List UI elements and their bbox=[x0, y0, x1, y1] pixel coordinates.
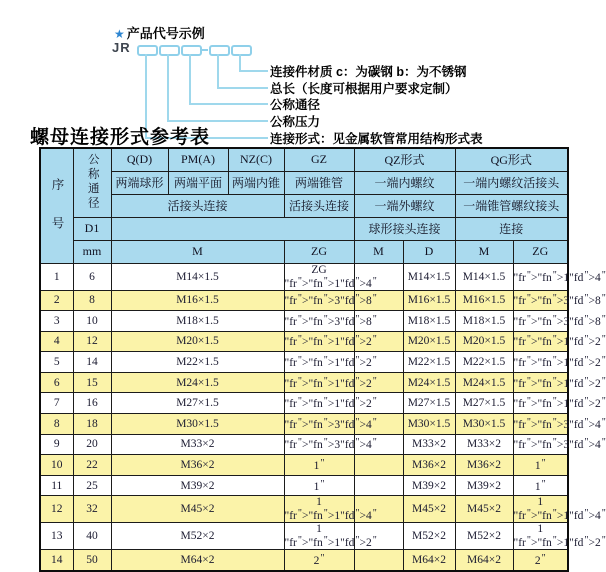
unit-d-qz: D bbox=[403, 240, 455, 263]
cell-seq: 2 bbox=[40, 290, 73, 311]
cell-mm: 6 bbox=[73, 263, 111, 290]
cell-m-thread: M22×1.5 bbox=[111, 352, 284, 373]
cell-seq: 10 bbox=[40, 455, 73, 476]
cell-seq: 3 bbox=[40, 311, 73, 332]
cell-qg-m: M27×1.5 bbox=[455, 393, 513, 414]
cell-gz-zg: "fr">"fn">1"fd" " bbox=[284, 352, 354, 373]
cell-qz-d: M33×2 bbox=[403, 434, 455, 455]
cell-gz-zg: 1 "fr">"fn">1"fd" " bbox=[284, 496, 377, 523]
cell-qz-m bbox=[354, 455, 403, 476]
table-row bbox=[40, 290, 568, 311]
cell-qz-d: M27×1.5 bbox=[403, 393, 455, 414]
cell-qz-d: M30×1.5 bbox=[403, 414, 455, 435]
col-q-header: Q(D) bbox=[111, 148, 168, 171]
code-label-length: 总长（长度可根据用户要求定制） bbox=[270, 82, 458, 96]
d1-header: D1 bbox=[73, 217, 111, 240]
table-row bbox=[40, 475, 568, 496]
cell-qg-m: M52×2 bbox=[455, 523, 513, 550]
gz-desc: 两端锥管 bbox=[284, 171, 354, 194]
qg-desc: 一端内螺纹活接头 bbox=[455, 171, 568, 194]
cell-gz-zg: 1" bbox=[284, 455, 354, 476]
table-row bbox=[40, 352, 568, 373]
gz-connection: 活接头连接 bbox=[284, 194, 354, 217]
col-gz-header: GZ bbox=[284, 148, 354, 171]
cell-seq: 1 bbox=[40, 263, 73, 290]
cell-qz-d: M36×2 bbox=[403, 455, 455, 476]
cell-qg-zg: "fr">"fn">1"fd">2" bbox=[513, 352, 568, 373]
nz-desc: 两端内锥 bbox=[228, 171, 284, 194]
d1-spacer bbox=[111, 217, 354, 240]
cell-qg-zg: "fr">"fn">1"fd">2" bbox=[513, 331, 568, 352]
cell-qz-d: M45×2 bbox=[403, 496, 455, 523]
header-row-3 bbox=[40, 194, 568, 217]
qz-join: 球形接头连接 bbox=[354, 217, 455, 240]
cell-gz-zg: "fr">"fn">1"fd" " bbox=[284, 331, 354, 352]
code-label-material: 连接件材质 c：为碳钢 b：为不锈钢 bbox=[270, 65, 467, 79]
cell-qg-m: M33×2 bbox=[455, 434, 513, 455]
cell-m-thread: M52×2 bbox=[111, 523, 284, 550]
cell-m-thread: M14×1.5 bbox=[111, 263, 284, 290]
cell-seq: 8 bbox=[40, 414, 73, 435]
cell-seq: 9 bbox=[40, 434, 73, 455]
cell-qg-zg: "fr">"fn">1"fd">2" bbox=[513, 372, 568, 393]
col-qg-header: QG形式 bbox=[455, 148, 568, 171]
table-row bbox=[40, 434, 568, 455]
cell-seq: 11 bbox=[40, 475, 73, 496]
cell-gz-zg: "fr">"fn">3"fd" " bbox=[284, 414, 354, 435]
cell-m-thread: M16×1.5 bbox=[111, 290, 284, 311]
product-code-heading-text: 产品代号示例 bbox=[126, 26, 205, 41]
header-row-2 bbox=[40, 171, 568, 194]
cell-gz-zg: 1 "fr">"fn">1"fd" " bbox=[284, 523, 377, 550]
unit-zg-qg: ZG bbox=[513, 240, 568, 263]
cell-m-thread: M39×2 bbox=[111, 475, 284, 496]
unit-mm: mm bbox=[73, 240, 111, 263]
cell-seq: 5 bbox=[40, 352, 73, 373]
cell-m-thread: M20×1.5 bbox=[111, 331, 284, 352]
col-nz-header: NZ(C) bbox=[228, 148, 284, 171]
cell-qg-zg: "fr">"fn">3"fd">4" bbox=[513, 434, 568, 455]
cell-mm: 20 bbox=[73, 434, 111, 455]
code-label-diameter: 公称通径 bbox=[270, 98, 321, 112]
cell-gz-zg: "fr">"fn">3"fd" " bbox=[284, 434, 354, 455]
table-row bbox=[40, 455, 568, 476]
cell-qg-zg: "fr">"fn">3"fd">8" bbox=[513, 290, 568, 311]
code-label-connection: 连接形式：见金属软管常用结构形式表 bbox=[270, 132, 483, 146]
cell-qg-m: M36×2 bbox=[455, 455, 513, 476]
col-qz-header: QZ形式 bbox=[354, 148, 455, 171]
cell-qg-m: M14×1.5 bbox=[455, 263, 513, 290]
cell-m-thread: M30×1.5 bbox=[111, 414, 284, 435]
cell-qg-zg: 1 "fr">"fn">1"fd">4" bbox=[513, 496, 606, 523]
nut-connection-table bbox=[39, 147, 606, 572]
cell-qz-d: M52×2 bbox=[403, 523, 455, 550]
table-row bbox=[40, 496, 568, 523]
cell-m-thread: M64×2 bbox=[111, 550, 284, 571]
cell-gz-zg: "fr">"fn">1"fd" " bbox=[284, 372, 354, 393]
cell-mm: 8 bbox=[73, 290, 111, 311]
cell-gz-zg: "fr">"fn">3"fd" " bbox=[284, 311, 354, 332]
table-row bbox=[40, 414, 568, 435]
cell-qz-d: M64×2 bbox=[403, 550, 455, 571]
cell-seq: 12 bbox=[40, 496, 73, 523]
cell-qz-d: M20×1.5 bbox=[403, 331, 455, 352]
qz-connection: 一端外螺纹 bbox=[354, 194, 455, 217]
cell-qg-m: M24×1.5 bbox=[455, 372, 513, 393]
cell-qg-zg: "fr">"fn">3"fd">8" bbox=[513, 311, 568, 332]
cell-qg-zg: 1" bbox=[513, 475, 568, 496]
star-icon: ★ bbox=[114, 27, 125, 41]
table-row bbox=[40, 393, 568, 414]
cell-mm: 12 bbox=[73, 331, 111, 352]
qpmnz-connection: 活接头连接 bbox=[111, 194, 284, 217]
cell-m-thread: M36×2 bbox=[111, 455, 284, 476]
q-desc: 两端球形 bbox=[111, 171, 168, 194]
cell-mm: 16 bbox=[73, 393, 111, 414]
cell-qz-d: M16×1.5 bbox=[403, 290, 455, 311]
cell-mm: 18 bbox=[73, 414, 111, 435]
header-row-4 bbox=[40, 217, 568, 240]
code-prefix: JR bbox=[112, 40, 131, 55]
pm-desc: 两端平面 bbox=[168, 171, 228, 194]
unit-m-qz: M bbox=[354, 240, 403, 263]
table-row bbox=[40, 523, 568, 550]
cell-qz-d: M24×1.5 bbox=[403, 372, 455, 393]
table-row bbox=[40, 331, 568, 352]
cell-seq: 14 bbox=[40, 550, 73, 571]
cell-seq: 13 bbox=[40, 523, 73, 550]
cell-qz-d: M39×2 bbox=[403, 475, 455, 496]
cell-mm: 50 bbox=[73, 550, 111, 571]
unit-m-qg: M bbox=[455, 240, 513, 263]
cell-m-thread: M24×1.5 bbox=[111, 372, 284, 393]
table-header bbox=[40, 148, 568, 263]
cell-mm: 32 bbox=[73, 496, 111, 523]
cell-qg-zg: 1 "fr">"fn">1"fd">2" bbox=[513, 523, 606, 550]
cell-mm: 14 bbox=[73, 352, 111, 373]
qg-connection: 一端锥管螺纹接头 bbox=[455, 194, 568, 217]
cell-qg-zg: "fr">"fn">1"fd">2" bbox=[513, 393, 568, 414]
qz-desc: 一端内螺纹 bbox=[354, 171, 455, 194]
cell-qg-m: M20×1.5 bbox=[455, 331, 513, 352]
cell-gz-zg: 1" bbox=[284, 475, 354, 496]
cell-m-thread: M33×2 bbox=[111, 434, 284, 455]
unit-zg-gz: ZG bbox=[284, 240, 354, 263]
header-row-1 bbox=[40, 148, 568, 171]
cell-gz-zg: ZG "fr">"fn">1"fd" " bbox=[284, 263, 377, 290]
cell-qz-m bbox=[354, 550, 403, 571]
col-pm-header: PM(A) bbox=[168, 148, 228, 171]
table-row bbox=[40, 263, 568, 290]
cell-qg-m: M22×1.5 bbox=[455, 352, 513, 373]
table-row bbox=[40, 311, 568, 332]
cell-m-thread: M45×2 bbox=[111, 496, 284, 523]
cell-seq: 7 bbox=[40, 393, 73, 414]
code-dash bbox=[202, 49, 208, 51]
cell-qg-m: M39×2 bbox=[455, 475, 513, 496]
cell-gz-zg: "fr">"fn">1"fd" " bbox=[284, 393, 354, 414]
cell-qz-d: M22×1.5 bbox=[403, 352, 455, 373]
cell-qz-m bbox=[354, 475, 403, 496]
cell-m-thread: M27×1.5 bbox=[111, 393, 284, 414]
header-row-5 bbox=[40, 240, 568, 263]
cell-mm: 10 bbox=[73, 311, 111, 332]
qg-join: 连接 bbox=[455, 217, 568, 240]
cell-qg-m: M18×1.5 bbox=[455, 311, 513, 332]
table-row bbox=[40, 372, 568, 393]
cell-qz-d: M18×1.5 bbox=[403, 311, 455, 332]
table-row bbox=[40, 550, 568, 571]
cell-qg-m: M64×2 bbox=[455, 550, 513, 571]
cell-gz-zg: "fr">"fn">3"fd" " bbox=[284, 290, 354, 311]
table-title: 螺母连接形式参考表 bbox=[30, 127, 211, 148]
cell-qz-d: M14×1.5 bbox=[403, 263, 455, 290]
cell-qg-m: M30×1.5 bbox=[455, 414, 513, 435]
table-body bbox=[40, 263, 606, 571]
cell-mm: 25 bbox=[73, 475, 111, 496]
unit-m-q: M bbox=[111, 240, 284, 263]
cell-qg-zg: 2" bbox=[513, 550, 568, 571]
cell-qg-m: M45×2 bbox=[455, 496, 513, 523]
leader-line-5 bbox=[239, 54, 268, 72]
code-label-pressure: 公称压力 bbox=[270, 115, 321, 129]
cell-qg-m: M16×1.5 bbox=[455, 290, 513, 311]
cell-qg-zg: "fr">"fn">3"fd">4" bbox=[513, 414, 568, 435]
col-seq-header: 序号 bbox=[40, 148, 73, 263]
cell-seq: 4 bbox=[40, 331, 73, 352]
cell-m-thread: M18×1.5 bbox=[111, 311, 284, 332]
cell-mm: 22 bbox=[73, 455, 111, 476]
cell-mm: 15 bbox=[73, 372, 111, 393]
cell-seq: 6 bbox=[40, 372, 73, 393]
cell-qg-zg: 1" bbox=[513, 455, 568, 476]
cell-qg-zg: "fr">"fn">1"fd">4" bbox=[513, 263, 568, 290]
cell-gz-zg: 2" bbox=[284, 550, 354, 571]
col-nominal-header: 公称通径 bbox=[73, 148, 111, 217]
cell-mm: 40 bbox=[73, 523, 111, 550]
